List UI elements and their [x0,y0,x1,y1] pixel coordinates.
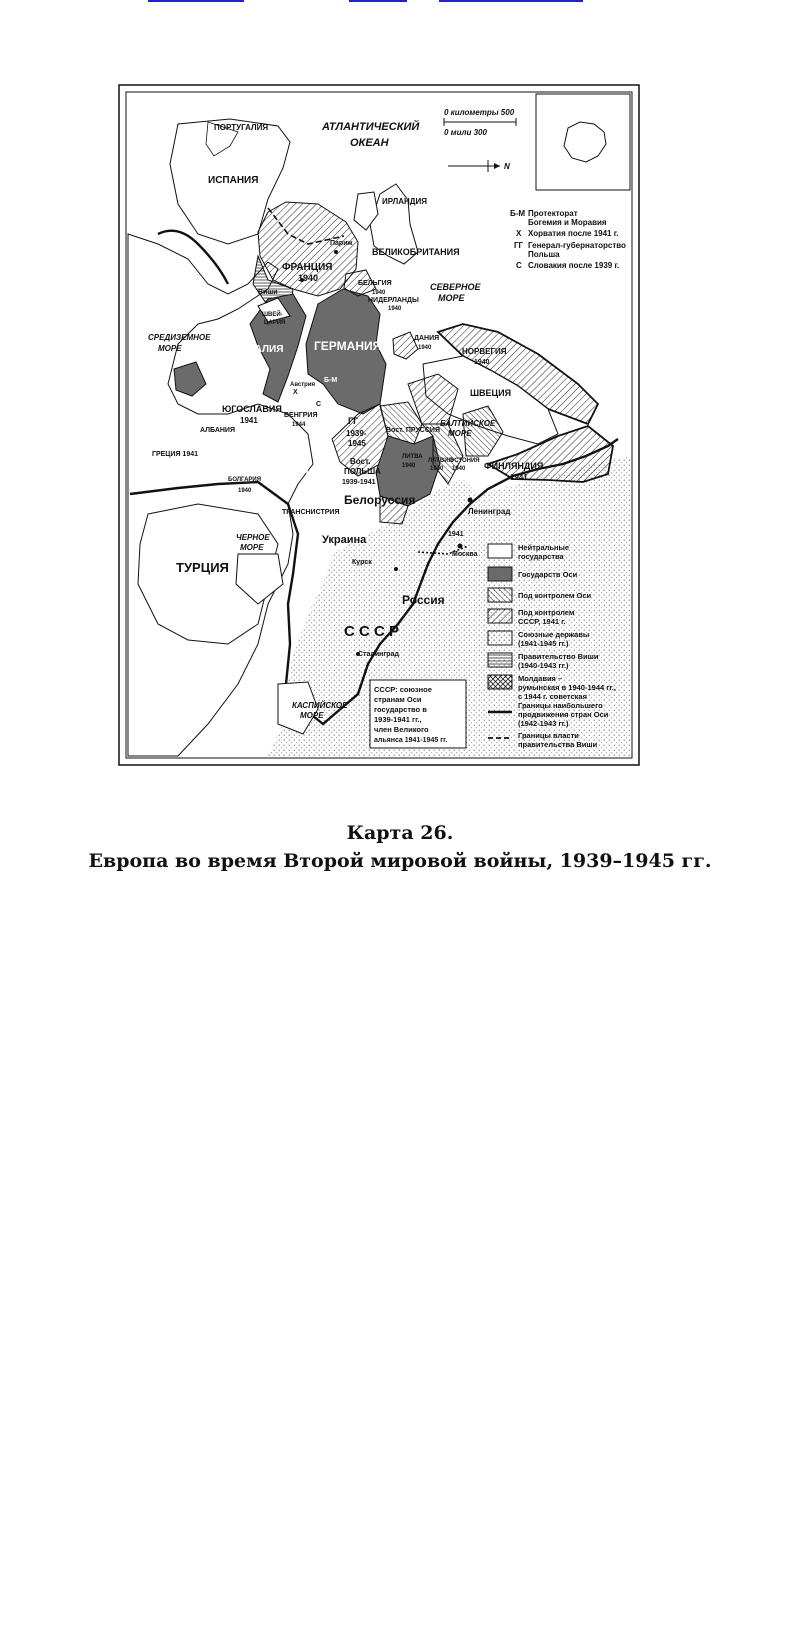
ussr-note-line-2: странам Оси [374,695,422,704]
legend-solid-line-3: (1942-1943 гг.) [518,719,569,728]
switzerland-label-2: ЦАРИЯ [264,320,286,326]
netherlands-year-label: 1940 [388,306,402,312]
ussr-note-line-1: СССР: союзное [374,685,432,694]
kursk-dot [394,567,398,571]
hungary-year-label: 1944 [292,422,306,428]
ussr-label: С С С Р [344,623,400,640]
legend-moldavia-1: Молдавия – [518,674,563,683]
netherlands-label: НИДЕРЛАНДЫ [368,297,419,304]
mediterranean-label-1: СРЕДИЗЕМНОЕ [148,333,211,342]
mediterranean-label-2: МОРЕ [158,344,182,353]
portugal-label: ПОРТУГАЛИЯ [214,123,269,132]
legend-swatch-neutral [488,544,512,558]
north-arrow-label: N [504,162,510,171]
front-1941-label: 1941 [448,531,464,538]
belarus-label: Белоруссия [344,493,416,507]
abbrev-text-gg-1: Генерал-губернаторство [528,241,626,250]
belgium-label: БЕЛЬГИЯ [358,280,392,287]
legend-solid-line-2: продвижения стран Оси [518,710,609,719]
east-prussia-label: Вост. ПРУССИЯ [386,427,440,434]
legend-swatch-axis [488,567,512,581]
map-caption-title: Европа во время Второй мировой войны, 1939–1945 гг. [88,850,712,872]
ukraine-label: Украина [322,534,367,546]
abbrev-text-bm-1: Протекторат [528,209,578,218]
austria-label: Австрия [290,382,316,388]
legend-moldavia-2: румынская в 1940-1944 гг., [518,683,616,692]
caspian-sea-label-2: МОРЕ [300,711,324,720]
russia-label: Россия [402,593,445,607]
map-figure [118,84,640,766]
atlantic-label-1: АТЛАНТИЧЕСКИЙ [322,121,420,133]
sweden-label: ШВЕЦИЯ [470,388,512,398]
denmark-year-label: 1940 [418,345,432,351]
top-navigation-links [0,0,800,6]
norway-year-label: 1940 [474,359,490,366]
legend-vichy-2: (1940-1943 гг.) [518,661,569,670]
greece-label: ГРЕЦИЯ 1941 [152,451,198,458]
legend-swatch-axis-control [488,588,512,602]
vichy-label: Виши [258,289,278,296]
germany-label: ГЕРМАНИЯ [314,339,382,353]
switzerland-label-1: ШВЕЙ- [262,312,283,318]
legend-allied-1: Союзные державы [518,630,590,639]
bulgaria-year-label: 1940 [238,488,252,494]
north-sea-label-1: СЕВЕРНОЕ [430,282,481,292]
turkey-label: ТУРЦИЯ [176,560,229,575]
legend-neutral-1: Нейтральные [518,543,570,552]
leningrad-dot [468,498,473,503]
ussr-note-line-3: государство в [374,705,427,714]
legend-swatch-ussr-control [488,609,512,623]
east-poland-label-1: Вост. [350,457,371,466]
abbrev-code-bm: Б-М [510,209,526,218]
abbrev-code-gg: ГГ [514,241,524,250]
transnistria-label: ТРАНСНИСТРИЯ [282,509,340,516]
france-year-label: 1940 [298,273,319,283]
bm-label: Б-М [324,377,338,384]
scale-mi-label: 0 мили 300 [444,128,487,137]
caspian-sea-label-1: КАСПИЙСКОЕ [292,701,348,710]
x-mark-label: Х [293,389,298,396]
britain-label: ВЕЛИКОБРИТАНИЯ [372,247,460,257]
scale-km-label: 0 километры 500 [444,108,515,117]
stalingrad-label: Сталинград [358,651,399,658]
europe-ww2-map [118,84,640,766]
legend-dash-line-1: Границы власти [518,731,579,740]
black-sea-label-2: МОРЕ [240,543,264,552]
abbrev-text-s: Словакия после 1939 г. [528,261,620,270]
legend-ussr-control-2: СССР, 1941 г. [518,617,566,626]
abbrev-code-x: Х [516,229,522,238]
gg-label: ГГ [348,416,359,426]
abbrev-code-s: С [516,261,522,270]
legend-moldavia-3: с 1944 г. советская [518,692,587,701]
top-link-3[interactable] [439,0,583,2]
legend-dash-line-2: правительства Виши [518,740,598,749]
black-sea-label-1: ЧЕРНОЕ [236,533,270,542]
yugoslavia-label: ЮГОСЛАВИЯ [222,404,282,414]
legend-solid-line-1: Границы наибольшего [518,701,603,710]
baltic-sea-label-2: МОРЕ [448,429,472,438]
east-poland-label-2: ПОЛЬША [344,467,381,476]
legend-swatch-vichy [488,653,512,667]
estonia-year-label: 1940 [452,466,466,472]
leningrad-label: Ленинград [468,507,511,516]
moscow-dot [458,544,463,549]
north-sea-label-2: МОРЕ [438,293,465,303]
romania-year-label: 1941 [270,477,288,486]
kursk-label: Курск [352,559,372,566]
legend-swatch-moldavia [488,675,512,689]
yugoslavia-year-label: 1941 [240,416,258,425]
legend-axis-control: Под контролем Оси [518,591,592,600]
legend-neutral-2: государства [518,552,564,561]
latvia-year-label: 1940 [430,466,444,472]
bulgaria-label: БОЛГАРИЯ [228,477,262,483]
belgium-year-label: 1940 [372,290,386,296]
top-link-1[interactable] [148,0,244,2]
atlantic-label-2: ОКЕАН [350,137,389,149]
top-link-2[interactable] [349,0,407,2]
east-poland-label-3: 1939-1941 [342,479,376,486]
abbrev-text-gg-2: Польша [528,250,560,259]
romania-label: РУМЫНИЯ [256,466,309,477]
ussr-note-line-4: 1939-1941 гг., [374,715,422,724]
legend-axis: Государств Оси [518,570,578,579]
latvia-label: ЛАТВИЯ [428,458,453,464]
ireland-label: ИРЛАНДИЯ [382,197,427,206]
finland-label: ФИНЛЯНДИЯ [484,461,544,471]
paris-label: Париж [330,240,353,247]
gg-years-label-2: 1945 [348,439,366,448]
s-mark-label: С [316,401,322,408]
legend-allied-2: (1941-1945 гг.) [518,639,569,648]
france-label: ФРАНЦИЯ [282,262,333,273]
lithuania-label: ЛИТВА [402,454,423,460]
ussr-note-line-6: альянса 1941-1945 гг. [374,737,448,744]
legend-swatch-allied [488,631,512,645]
denmark-label: ДАНИЯ [414,335,440,342]
ussr-note-box [370,680,466,748]
legend-vichy-1: Правительство Виши [518,652,599,661]
hungary-label: ВЕНГРИЯ [284,412,318,419]
paris-dot [334,250,338,254]
italy-label: ИТАЛИЯ [242,344,284,355]
lithuania-year-label: 1940 [402,463,416,469]
norway-label: НОРВЕГИЯ [462,347,507,356]
legend-ussr-control-1: Под контролем [518,608,575,617]
abbrev-text-bm-2: Богемия и Моравия [528,218,607,227]
map-caption-number: Карта 26. [346,822,454,844]
ussr-note-line-5: член Великого [374,725,429,734]
moscow-label: Москва [452,551,478,558]
baltic-sea-label-1: БАЛТИЙСКОЕ [440,419,496,428]
albania-label: АЛБАНИЯ [200,427,235,434]
estonia-label: ЭСТОНИЯ [450,458,480,464]
gg-years-label-1: 1939- [346,429,367,438]
spain-label: ИСПАНИЯ [208,175,259,186]
abbrev-text-x: Хорватия после 1941 г. [528,229,619,238]
finland-year-label: 1941 [510,473,528,482]
